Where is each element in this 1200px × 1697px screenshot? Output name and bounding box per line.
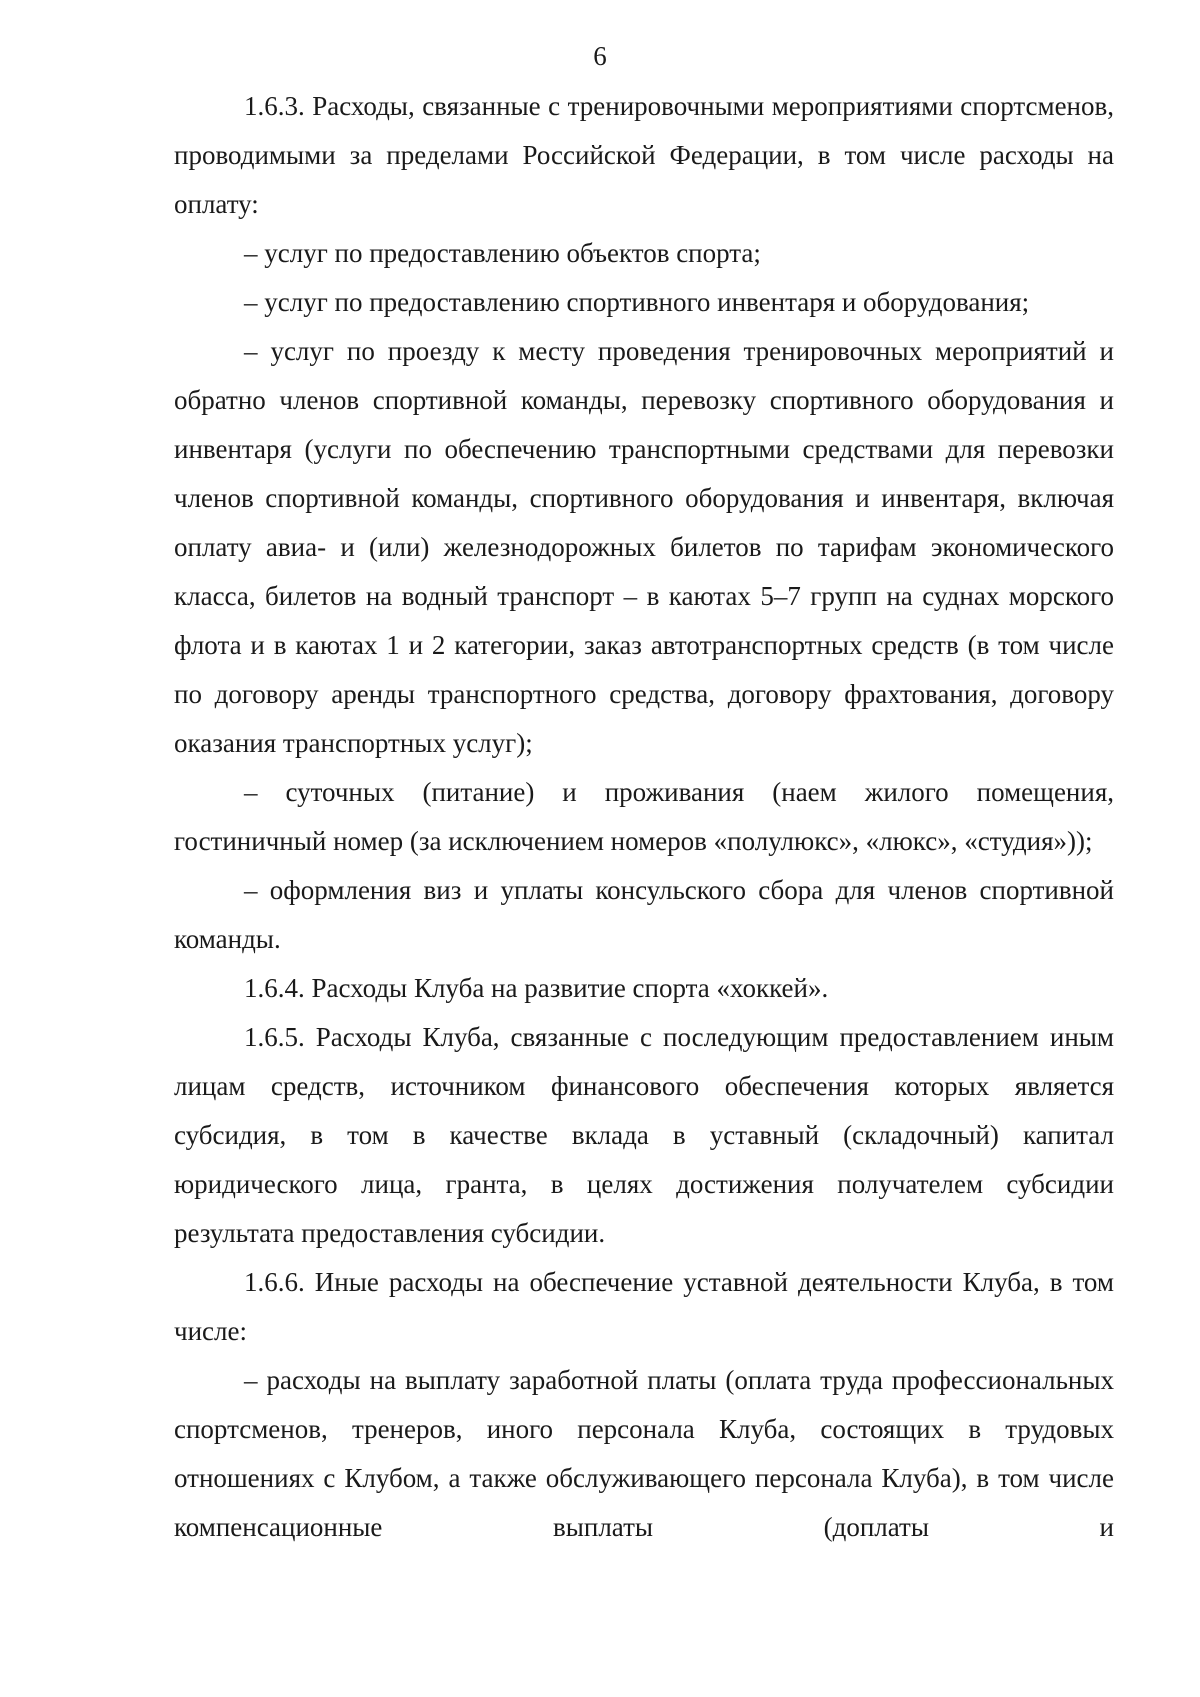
document-body: [174, 82, 1114, 1552]
paragraph-1-6-6: 1.6.6. Иные расходы на обеспечение уставной деятельности Клуба, в том числе:: [174, 1267, 1114, 1346]
paragraph-1-6-5: 1.6.5. Расходы Клуба, связанные с последующим предоставлением иным лицам средств, источником финансового обеспечения которых является субсидия, в том в качестве вклада в уставный (складочный) капитал юридического лица, гранта, в целях достижения получателем субсидии результата предоставления субсидии.: [174, 1022, 1114, 1248]
paragraph-1-6-3: 1.6.3. Расходы, связанные с тренировочными мероприятиями спортсменов, проводимыми за пределами Российской Федерации, в том числе расходы на оплату:: [174, 91, 1114, 219]
list-item-travel-services: – услуг по проезду к месту проведения тренировочных мероприятий и обратно членов спортивной команды, перевозку спортивного оборудования и инвентаря (услуги по обеспечению транспортными средствами для перевозки членов спортивной команды, спортивного оборудования и инвентаря, включая оплату авиа- и (или) железнодорожных билетов по тарифам экономического класса, билетов на водный транспорт – в каютах 5–7 групп на суднах морского флота и в каютах 1 и 2 категории, заказ автотранспортных средств (в том числе по договору аренды транспортного средства, договору фрахтования, договору оказания транспортных услуг);: [174, 336, 1114, 758]
list-item-salary-expenses: – расходы на выплату заработной платы (оплата труда профессиональных спортсменов, тренеров, иного персонала Клуба, состоящих в трудовых отношениях с Клубом, а также обслуживающего персонала Клуба), в том числе компенсационные выплаты (доплаты и: [174, 1365, 1114, 1542]
page-number: 6: [593, 41, 607, 71]
list-item-sports-equipment: – услуг по предоставлению спортивного инвентаря и оборудования;: [244, 287, 1030, 317]
list-item-per-diem-accommodation: – суточных (питание) и проживания (наем жилого помещения, гостиничный номер (за исключением номеров «полулюкс», «люкс», «студия»));: [174, 777, 1114, 856]
list-item-visa-consular-fee: – оформления виз и уплаты консульского сбора для членов спортивной команды.: [174, 875, 1114, 954]
paragraph-1-6-4: 1.6.4. Расходы Клуба на развитие спорта «хоккей».: [244, 973, 829, 1003]
list-item-sports-facilities: – услуг по предоставлению объектов спорта;: [244, 238, 761, 268]
